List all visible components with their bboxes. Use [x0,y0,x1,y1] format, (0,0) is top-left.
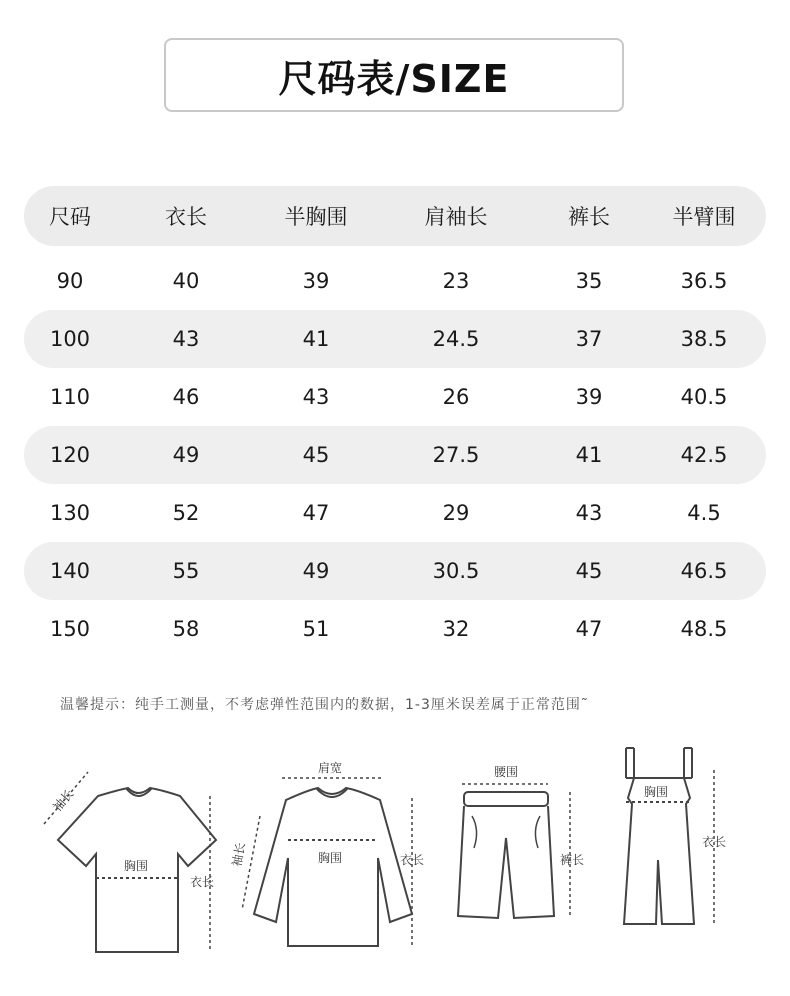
cell-shoulder-sleeve: 27.5 [432,443,480,467]
sweater-outline [254,788,412,946]
overalls-outline [624,748,694,924]
shorts-outline [458,806,554,918]
cell-size: 110 [49,385,91,409]
cell-half-chest: 47 [302,501,330,525]
page-title: 尺码表/SIZE [164,38,624,112]
overalls-diagram [604,744,764,964]
sweater-shoulder-label: 肩宽 [318,761,343,775]
overalls-length-label: 衣长 [702,835,727,849]
tshirt-length-label: 衣长 [190,875,215,889]
cell-pants-length: 41 [575,443,603,467]
cell-pants-length: 37 [575,327,603,351]
shorts-waist-label: 腰围 [494,765,519,779]
cell-half-arm: 46.5 [680,559,728,583]
cell-shoulder-sleeve: 30.5 [432,559,480,583]
cell-half-arm: 36.5 [680,269,728,293]
shorts-waistband [464,792,548,806]
cell-length: 43 [172,327,200,351]
cell-size: 130 [49,501,91,525]
table-row [24,310,766,368]
cell-length: 40 [172,269,200,293]
cell-pants-length: 47 [575,617,603,641]
cell-length: 46 [172,385,200,409]
header-shoulder-sleeve: 肩袖长 [424,205,488,229]
size-table [24,186,766,658]
cell-half-arm: 42.5 [680,443,728,467]
sweater-length-label: 衣长 [400,853,425,867]
cell-half-chest: 45 [302,443,330,467]
cell-length: 58 [172,617,200,641]
cell-pants-length: 43 [575,501,603,525]
cell-half-arm: 4.5 [687,501,721,525]
cell-shoulder-sleeve: 26 [442,385,470,409]
overalls-chest-label: 胸围 [644,785,669,799]
cell-half-chest: 41 [302,327,330,351]
cell-size: 90 [56,269,84,293]
cell-size: 140 [49,559,91,583]
header-size: 尺码 [49,205,91,229]
cell-shoulder-sleeve: 23 [442,269,470,293]
tshirt-sleeve-label: 袖长 [50,786,77,815]
table-row [24,368,766,426]
cell-half-arm: 38.5 [680,327,728,351]
sweater-diagram [229,760,436,960]
cell-shoulder-sleeve: 24.5 [432,327,480,351]
cell-length: 49 [172,443,200,467]
header-pants-length: 裤长 [568,205,610,229]
measurement-note: 温馨提示：纯手工测量，不考虑弹性范围内的数据，1-3厘米误差属于正常范围˜ [60,697,589,713]
cell-shoulder-sleeve: 32 [442,617,470,641]
cell-half-chest: 49 [302,559,330,583]
header-length: 衣长 [165,205,207,229]
shorts-diagram [452,760,602,960]
tshirt-chest-label: 胸围 [124,859,149,873]
header-half-chest: 半胸围 [284,205,348,229]
cell-size: 150 [49,617,91,641]
table-row [24,426,766,484]
cell-size: 100 [49,327,91,351]
sweater-chest-label: 胸围 [318,851,343,865]
cell-pants-length: 35 [575,269,603,293]
table-row [24,542,766,600]
cell-length: 52 [172,501,200,525]
cell-half-arm: 40.5 [680,385,728,409]
cell-pants-length: 45 [575,559,603,583]
cell-pants-length: 39 [575,385,603,409]
sweater-sleeve-label: 袖长 [229,841,248,868]
cell-half-arm: 48.5 [680,617,728,641]
cell-shoulder-sleeve: 29 [442,501,470,525]
cell-half-chest: 39 [302,269,330,293]
measurement-diagrams [0,740,790,980]
cell-half-chest: 51 [302,617,330,641]
tshirt-diagram [38,768,238,958]
table-row [24,252,766,310]
cell-half-chest: 43 [302,385,330,409]
table-row [24,600,766,658]
cell-length: 55 [172,559,200,583]
table-row [24,484,766,542]
shorts-length-label: 裤长 [560,853,585,867]
table-header-row [24,186,766,246]
header-half-arm: 半臂围 [672,205,736,229]
cell-size: 120 [49,443,91,467]
